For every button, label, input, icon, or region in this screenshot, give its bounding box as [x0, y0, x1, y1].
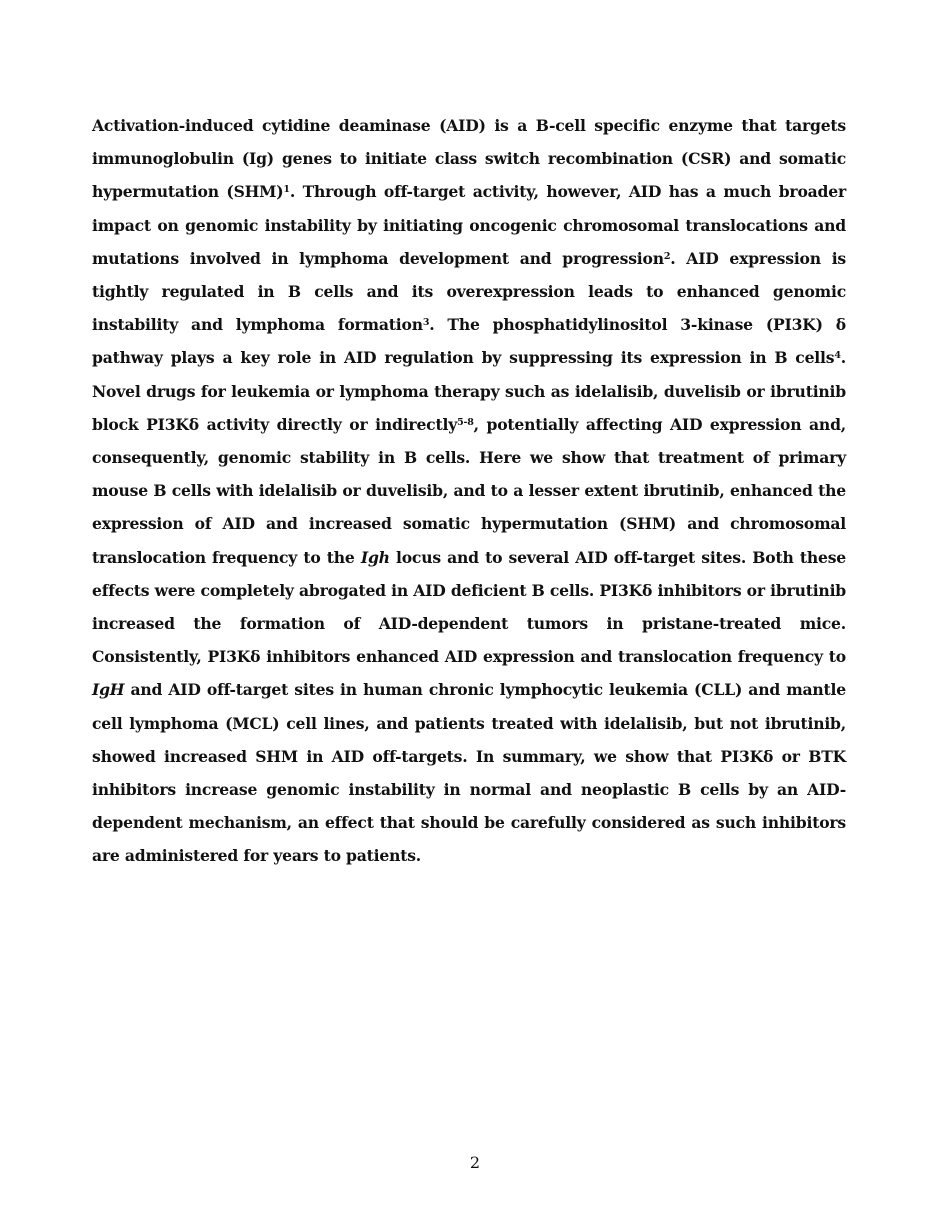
abstract-paragraph: [92, 109, 846, 873]
abstract-text-1: Activation-induced cytidine deaminase (AID) is a B-cell specific enzyme that targets immunoglobulin (Ig) genes to initiate class switch recombination (CSR) and somatic hypermutation (SHM): [92, 116, 846, 202]
page-number: 2: [469, 1153, 481, 1172]
gene-name-igh: Igh: [360, 547, 390, 567]
reference-5-8: 5-8: [457, 416, 474, 428]
reference-2: 2: [663, 250, 671, 262]
abstract-text-5: . Novel drugs for leukemia or lymphoma therapy such as idelalisib, duvelisib or ibrutinib block PI3Kδ activity directly or indirectly: [92, 348, 846, 434]
abstract-text-7: locus and to several AID off-target sites. Both these effects were completely abrogated in AID deficient B cells. PI3Kδ inhibitors or ibrutinib increased the formation of AID-dependent tumors in pristane-treated mice. Consistently, PI3Kδ inhibitors enhanced AID expression and translocation frequency to: [92, 547, 846, 667]
abstract-text-8: and AID off-target sites in human chronic lymphocytic leukemia (CLL) and mantle cell lymphoma (MCL) cell lines, and patients treated with idelalisib, but not ibrutinib, showed increased SHM in AID off-targets. In summary, we show that PI3Kδ or BTK inhibitors increase genomic instability in normal and neoplastic B cells by an AID-dependent mechanism, an effect that should be carefully considered as such inhibitors are administered for years to patients.: [92, 680, 846, 866]
reference-4: 4: [834, 350, 841, 362]
gene-name-igh-human: IgH: [92, 680, 125, 700]
abstract-text-6: , potentially affecting AID expression and, consequently, genomic stability in B cells. Here we show that treatment of primary mouse B cells with idelalisib or duvelisib, and to a lesser extent ibrutinib, enhanced the expression of AID and increased somatic hypermutation (SHM) and chromosomal translocation frequency to the: [92, 414, 846, 567]
reference-3: 3: [422, 317, 430, 329]
abstract-text-4: . The phosphatidylinositol 3-kinase (PI3K) δ pathway plays a key role in AID regulation by suppressing its expression in B cells: [92, 315, 846, 368]
abstract-text-2: . Through off-target activity, however, AID has a much broader impact on genomic instability by initiating oncogenic chromosomal translocations and mutations involved in lymphoma development and progression: [92, 182, 846, 268]
reference-1: 1: [283, 184, 290, 196]
abstract-text-3: . AID expression is tightly regulated in B cells and its overexpression leads to enhanced genomic instability and lymphoma formation: [92, 248, 846, 335]
